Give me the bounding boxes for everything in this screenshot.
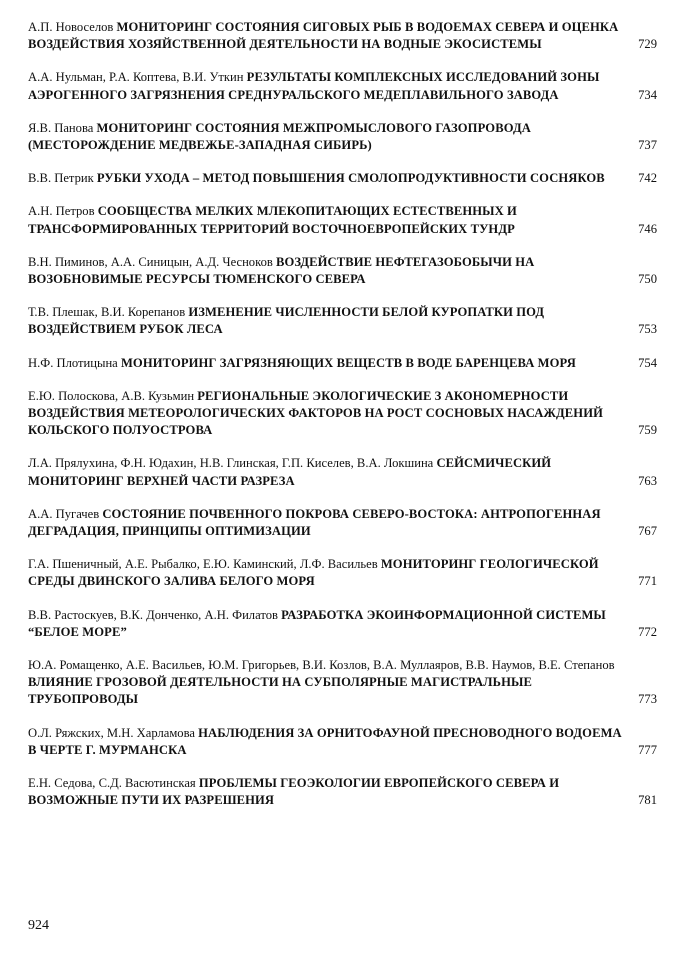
entry-authors: В.В. Петрик <box>28 171 94 186</box>
toc-entry <box>28 170 657 187</box>
toc-entry-text <box>28 657 657 709</box>
entry-page-number: 742 <box>638 171 657 186</box>
entry-title: РЕЗУЛЬТАТЫ КОМПЛЕКСНЫХ ИССЛЕДОВАНИЙ ЗОНЫ АЭРОГЕННОГО ЗАГРЯЗНЕНИЯ СРЕДНУРАЛЬСКОГО МЕДЕПЛАВИЛЬНОГО ЗАВОДА <box>28 70 600 102</box>
toc-entry-text <box>28 725 657 759</box>
entry-authors: Е.Ю. Полоскова, А.В. Кузьмин <box>28 388 195 403</box>
entry-page-number: 746 <box>638 221 657 236</box>
entry-page-number: 753 <box>638 322 657 337</box>
entry-authors: Н.Ф. Плотицына <box>28 355 118 370</box>
entry-authors: А.А. Нульман, Р.А. Коптева, В.И. Уткин <box>28 70 244 85</box>
entry-title: РАЗРАБОТКА ЭКОИНФОРМАЦИОННОЙ СИСТЕМЫ “БЕЛОЕ МОРЕ” <box>28 607 606 639</box>
entry-authors: В.В. Растоскуев, В.К. Донченко, А.Н. Филатов <box>28 607 278 622</box>
entry-page-number: 763 <box>638 473 657 488</box>
toc-entry <box>28 304 657 338</box>
toc-entry-text <box>28 607 657 641</box>
entry-title: ИЗМЕНЕНИЕ ЧИСЛЕННОСТИ БЕЛОЙ КУРОПАТКИ ПОД ВОЗДЕЙСТВИЕМ РУБОК ЛЕСА <box>28 305 545 337</box>
toc-entry <box>28 120 657 154</box>
toc-entry-text <box>28 203 657 237</box>
toc-entry <box>28 455 657 489</box>
entry-authors: Я.В. Панова <box>28 120 94 135</box>
entry-authors: О.Л. Ряжских, М.Н. Харламова <box>28 725 195 740</box>
entry-page-number: 777 <box>638 742 657 757</box>
toc-entry <box>28 506 657 540</box>
toc-entry <box>28 254 657 288</box>
entry-authors: Л.А. Прялухина, Ф.Н. Юдахин, Н.В. Глинская, Г.П. Киселев, В.А. Локшина <box>28 456 434 471</box>
entry-title: МОНИТОРИНГ ЗАГРЯЗНЯЮЩИХ ВЕЩЕСТВ В ВОДЕ БАРЕНЦЕВА МОРЯ <box>120 355 576 370</box>
entry-title: ВОЗДЕЙСТВИЕ НЕФТЕГАЗОБОБЫЧИ НА ВОЗОБНОВИМЫЕ РЕСУРСЫ ТЮМЕНСКОГО СЕВЕРА <box>28 254 535 287</box>
entry-page-number: 729 <box>638 37 657 52</box>
toc-entry <box>28 19 657 53</box>
toc-entry-text <box>28 254 657 288</box>
entry-title: РЕГИОНАЛЬНЫЕ ЭКОЛОГИЧЕСКИЕ З АКОНОМЕРНОСТИ ВОЗДЕЙСТВИЯ МЕТЕОРОЛОГИЧЕСКИХ ФАКТОРОВ НА РОСТ СОСНОВЫХ НАСАЖДЕНИЙ КОЛЬСКОГО ПОЛУОСТРОВА <box>28 388 603 438</box>
toc-entry <box>28 556 657 590</box>
toc-entry <box>28 775 657 809</box>
entry-title: СОСТОЯНИЕ ПОЧВЕННОГО ПОКРОВА СЕВЕРО-ВОСТОКА: АНТРОПОГЕННАЯ ДЕГРАДАЦИЯ, ПРИНЦИПЫ ОПТИМИЗАЦИИ <box>28 506 601 539</box>
table-of-contents <box>28 19 657 826</box>
entry-authors: Ю.А. Ромащенко, А.Е. Васильев, Ю.М. Григорьев, В.И. Козлов, В.А. Муллаяров, В.В. Наумов, В.Е. Степанов <box>28 658 615 673</box>
entry-page-number: 737 <box>638 138 657 153</box>
toc-entry-text <box>28 556 657 590</box>
toc-entry <box>28 69 657 103</box>
toc-entry <box>28 203 657 237</box>
entry-title: МОНИТОРИНГ СОСТОЯНИЯ МЕЖПРОМЫСЛОВОГО ГАЗОПРОВОДА (МЕСТОРОЖДЕНИЕ МЕДВЕЖЬЕ-ЗАПАДНАЯ СИБИРЬ) <box>28 120 531 153</box>
toc-entry-text <box>28 170 657 187</box>
toc-entry-text <box>28 120 657 154</box>
entry-page-number: 734 <box>638 87 657 102</box>
toc-entry-text <box>28 506 657 540</box>
entry-page-number: 781 <box>638 793 657 808</box>
entry-authors: А.А. Пугачев <box>28 506 100 521</box>
entry-title: МОНИТОРИНГ ГЕОЛОГИЧЕСКОЙ СРЕДЫ ДВИНСКОГО ЗАЛИВА БЕЛОГО МОРЯ <box>28 557 599 589</box>
entry-title: ПРОБЛЕМЫ ГЕОЭКОЛОГИИ ЕВРОПЕЙСКОГО СЕВЕРА И ВОЗМОЖНЫЕ ПУТИ ИХ РАЗРЕШЕНИЯ <box>28 776 560 808</box>
toc-entry <box>28 725 657 759</box>
toc-entry-text <box>28 355 657 372</box>
entry-page-number: 754 <box>638 355 657 370</box>
entry-authors: А.Н. Петров <box>28 204 95 219</box>
entry-title: РУБКИ УХОДА – МЕТОД ПОВЫШЕНИЯ СМОЛОПРОДУКТИВНОСТИ СОСНЯКОВ <box>96 171 605 186</box>
page-folio-number: 924 <box>28 918 49 933</box>
entry-page-number: 771 <box>638 574 657 589</box>
toc-entry <box>28 657 657 709</box>
entry-title: МОНИТОРИНГ СОСТОЯНИЯ СИГОВЫХ РЫБ В ВОДОЕМАХ СЕВЕРА И ОЦЕНКА ВОЗДЕЙСТВИЯ ХОЗЯЙСТВЕННОЙ ДЕЯТЕЛЬНОСТИ НА ВОДНЫЕ ЭКОСИСТЕМЫ <box>28 20 619 52</box>
entry-authors: А.П. Новоселов <box>28 20 114 34</box>
toc-entry-text <box>28 775 657 809</box>
toc-entry-text <box>28 455 657 489</box>
entry-authors: В.Н. Пиминов, А.А. Синицын, А.Д. Чесноков <box>28 254 273 269</box>
entry-authors: Т.В. Плешак, В.И. Корепанов <box>28 305 186 320</box>
entry-authors: Е.Н. Седова, С.Д. Васютинская <box>28 776 196 791</box>
entry-page-number: 759 <box>638 423 657 438</box>
toc-entry <box>28 607 657 641</box>
toc-entry-text <box>28 19 657 53</box>
entry-title: ВЛИЯНИЕ ГРОЗОВОЙ ДЕЯТЕЛЬНОСТИ НА СУБПОЛЯРНЫЕ МАГИСТРАЛЬНЫЕ ТРУБОПРОВОДЫ <box>28 675 532 707</box>
toc-entry-text <box>28 69 657 103</box>
entry-page-number: 767 <box>638 524 657 539</box>
toc-entry <box>28 388 657 440</box>
toc-entry-text <box>28 304 657 338</box>
toc-entry-text <box>28 388 657 440</box>
toc-entry <box>28 355 657 372</box>
entry-page-number: 750 <box>638 272 657 287</box>
entry-title: СООБЩЕСТВА МЕЛКИХ МЛЕКОПИТАЮЩИХ ЕСТЕСТВЕННЫХ И ТРАНСФОРМИРОВАННЫХ ТЕРРИТОРИЙ ВОСТОЧНОЕВРОПЕЙСКИХ ТУНДР <box>28 204 517 236</box>
entry-authors: Г.А. Пшеничный, А.Е. Рыбалко, Е.Ю. Каминский, Л.Ф. Васильев <box>28 557 378 572</box>
entry-title: НАБЛЮДЕНИЯ ЗА ОРНИТОФАУНОЙ ПРЕСНОВОДНОГО ВОДОЕМА В ЧЕРТЕ Г. МУРМАНСКА <box>28 725 622 757</box>
entry-title: СЕЙСМИЧЕСКИЙ МОНИТОРИНГ ВЕРХНЕЙ ЧАСТИ РАЗРЕЗА <box>28 456 552 488</box>
entry-page-number: 773 <box>638 692 657 707</box>
entry-page-number: 772 <box>638 624 657 639</box>
